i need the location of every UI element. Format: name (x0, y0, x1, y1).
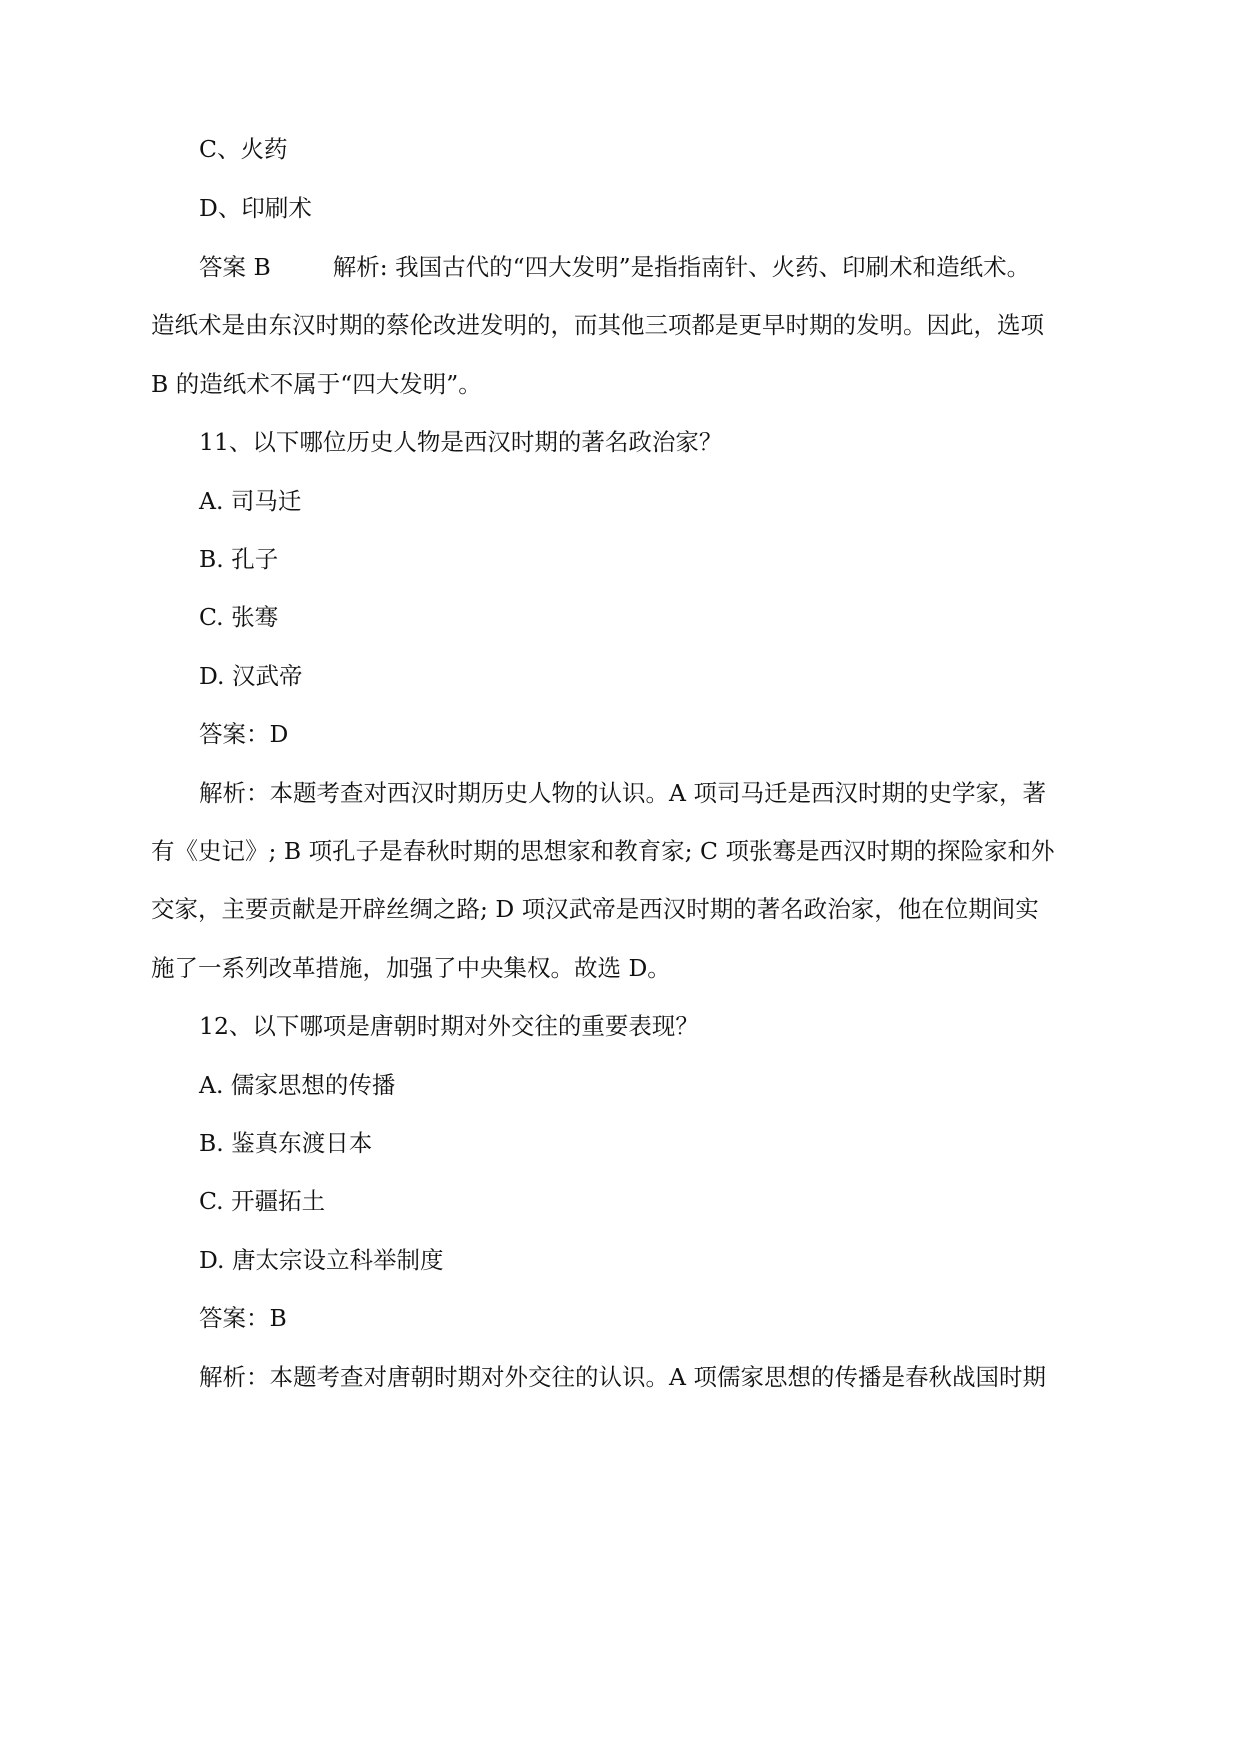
answer-line-10 (199, 253, 1031, 281)
answer-label: 答案 B (199, 253, 271, 281)
option-d: D. 唐太宗设立科举制度 (199, 1246, 444, 1274)
option-c: C. 张骞 (199, 603, 279, 631)
option-a: A. 司马迁 (199, 487, 302, 515)
option-c-gunpowder: C、火药 (199, 135, 288, 163)
explanation-start: 解析: 我国古代的“四大发明”是指指南针、火药、印刷术和造纸术。 (332, 253, 1031, 281)
option-b: B. 鉴真东渡日本 (199, 1129, 373, 1157)
option-c: C. 开疆拓土 (199, 1187, 326, 1215)
explanation-line: 解析：本题考查对西汉时期历史人物的认识。A 项司马迁是西汉时期的史学家，著 (199, 779, 1046, 807)
option-d-printing: D、印刷术 (199, 194, 312, 222)
question-12: 12、以下哪项是唐朝时期对外交往的重要表现？ (199, 1012, 699, 1040)
option-a: A. 儒家思想的传播 (199, 1071, 396, 1099)
answer-12: 答案：B (199, 1304, 287, 1332)
explanation-line: 交家，主要贡献是开辟丝绸之路; D 项汉武帝是西汉时期的著名政治家，他在位期间实 (151, 895, 1039, 923)
explanation-line: 造纸术是由东汉时期的蔡伦改进发明的，而其他三项都是更早时期的发明。因此，选项 (151, 311, 1044, 339)
explanation-line: 施了一系列改革措施，加强了中央集权。故选 D。 (151, 954, 671, 982)
option-d: D. 汉武帝 (199, 662, 303, 690)
answer-11: 答案：D (199, 720, 289, 748)
question-11: 11、以下哪位历史人物是西汉时期的著名政治家？ (199, 428, 723, 456)
option-b: B. 孔子 (199, 545, 279, 573)
explanation-line: 有《史记》; B 项孔子是春秋时期的思想家和教育家; C 项张骞是西汉时期的探险家和外 (151, 837, 1055, 865)
explanation-line: 解析：本题考查对唐朝时期对外交往的认识。A 项儒家思想的传播是春秋战国时期 (199, 1363, 1046, 1391)
explanation-line: B 的造纸术不属于“四大发明”。 (151, 370, 482, 398)
